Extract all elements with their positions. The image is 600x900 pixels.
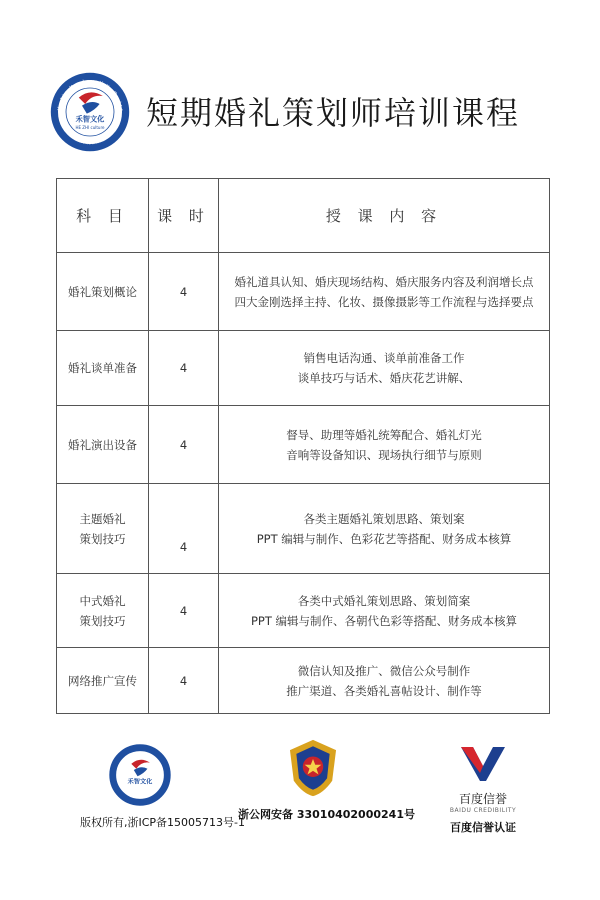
table-row: [57, 406, 550, 484]
copyright-text: 版权所有,浙ICP备15005713号-1: [80, 816, 246, 829]
subject-cell: [57, 484, 149, 574]
hours-cell: 4: [149, 648, 219, 714]
header-hours: 课 时: [149, 179, 219, 253]
content-line: 四大金刚选择主持、化妆、摄像摄影等工作流程与选择要点: [234, 294, 534, 309]
subject-line: 主题婚礼: [79, 511, 126, 526]
content-cell: [219, 484, 550, 574]
subject-cell: [57, 253, 149, 331]
table-row: [57, 648, 550, 714]
footer-logo-brand: 禾智文化: [127, 778, 153, 786]
header-subject: 科 目: [57, 179, 149, 253]
subject-cell: [57, 406, 149, 484]
content-line: 各类主题婚礼策划思路、策划案: [303, 511, 465, 526]
baidu-cert-text: 百度信誉认证: [450, 821, 516, 834]
content-line: 音响等设备知识、现场执行细节与原则: [286, 447, 482, 462]
content-cell: [219, 406, 550, 484]
content-cell: [219, 253, 550, 331]
header-content: 授 课 内 容: [219, 179, 550, 253]
company-logo: [50, 72, 130, 152]
subject-cell: [57, 331, 149, 406]
logo-bottom-text: 禾智主持策划培训机构: [67, 132, 113, 147]
content-line: PPT 编辑与制作、各朝代色彩等搭配、财务成本核算: [250, 613, 518, 628]
footer-copyright-block: [80, 744, 246, 830]
subject-cell: [57, 648, 149, 714]
logo-ring-text: Heshi cultural creativity Co.,Ltd: [57, 79, 123, 112]
police-emblem-icon: [281, 736, 345, 800]
content-cell: [219, 648, 550, 714]
logo-brand: 禾智文化: [75, 114, 105, 124]
content-line: 各类中式婚礼策划思路、策划简案: [297, 593, 471, 608]
subject-line: 网络推广宣传: [68, 673, 137, 688]
baidu-credibility-icon: [458, 744, 508, 784]
content-line: 婚礼道具认知、婚庆现场结构、婚庆服务内容及利润增长点: [234, 274, 534, 289]
footer-company-logo: [109, 744, 171, 806]
baidu-brand: 百度信誉: [458, 792, 507, 806]
subject-cell: [57, 574, 149, 648]
footer: [0, 730, 600, 900]
content-line: PPT 编辑与制作、色彩花艺等搭配、财务成本核算: [256, 531, 512, 546]
content-line: 销售电话沟通、谈单前准备工作: [303, 351, 465, 365]
baidu-brand-en: BAIDU CREDIBILITY: [449, 807, 517, 814]
table-row: [57, 253, 550, 331]
table-row: [57, 484, 550, 574]
table-header-row: [57, 179, 550, 253]
table-row: [57, 574, 550, 648]
table-row: [57, 331, 550, 406]
header: [0, 0, 600, 175]
subject-line: 策划技巧: [79, 613, 126, 628]
hours-cell: 4: [149, 406, 219, 484]
hours-cell: 4: [149, 574, 219, 648]
subject-line: 婚礼策划概论: [68, 284, 137, 299]
hours-cell: 4: [149, 331, 219, 406]
content-line: 推广渠道、各类婚礼喜帖设计、制作等: [286, 683, 482, 698]
police-block: [238, 736, 415, 822]
baidu-block: [428, 744, 538, 835]
content-cell: [219, 331, 550, 406]
hours-cell: 4: [149, 484, 219, 574]
subject-line: 中式婚礼: [79, 593, 126, 608]
subject-line: 婚礼演出设备: [68, 437, 137, 452]
course-table: [56, 178, 550, 714]
content-cell: [219, 574, 550, 648]
subject-line: 婚礼谈单准备: [68, 361, 137, 375]
page-title: 短期婚礼策划师培训课程: [146, 94, 521, 132]
police-record-text: 浙公网安备 33010402000241号: [238, 808, 415, 821]
subject-line: 策划技巧: [79, 531, 126, 546]
hours-cell: 4: [149, 253, 219, 331]
content-line: 微信认知及推广、微信公众号制作: [297, 663, 471, 678]
content-line: 督导、助理等婚礼统筹配合、婚礼灯光: [286, 427, 482, 442]
content-line: 谈单技巧与话术、婚庆花艺讲解、: [297, 371, 471, 385]
logo-sub: HE ZHI culture: [75, 124, 105, 130]
